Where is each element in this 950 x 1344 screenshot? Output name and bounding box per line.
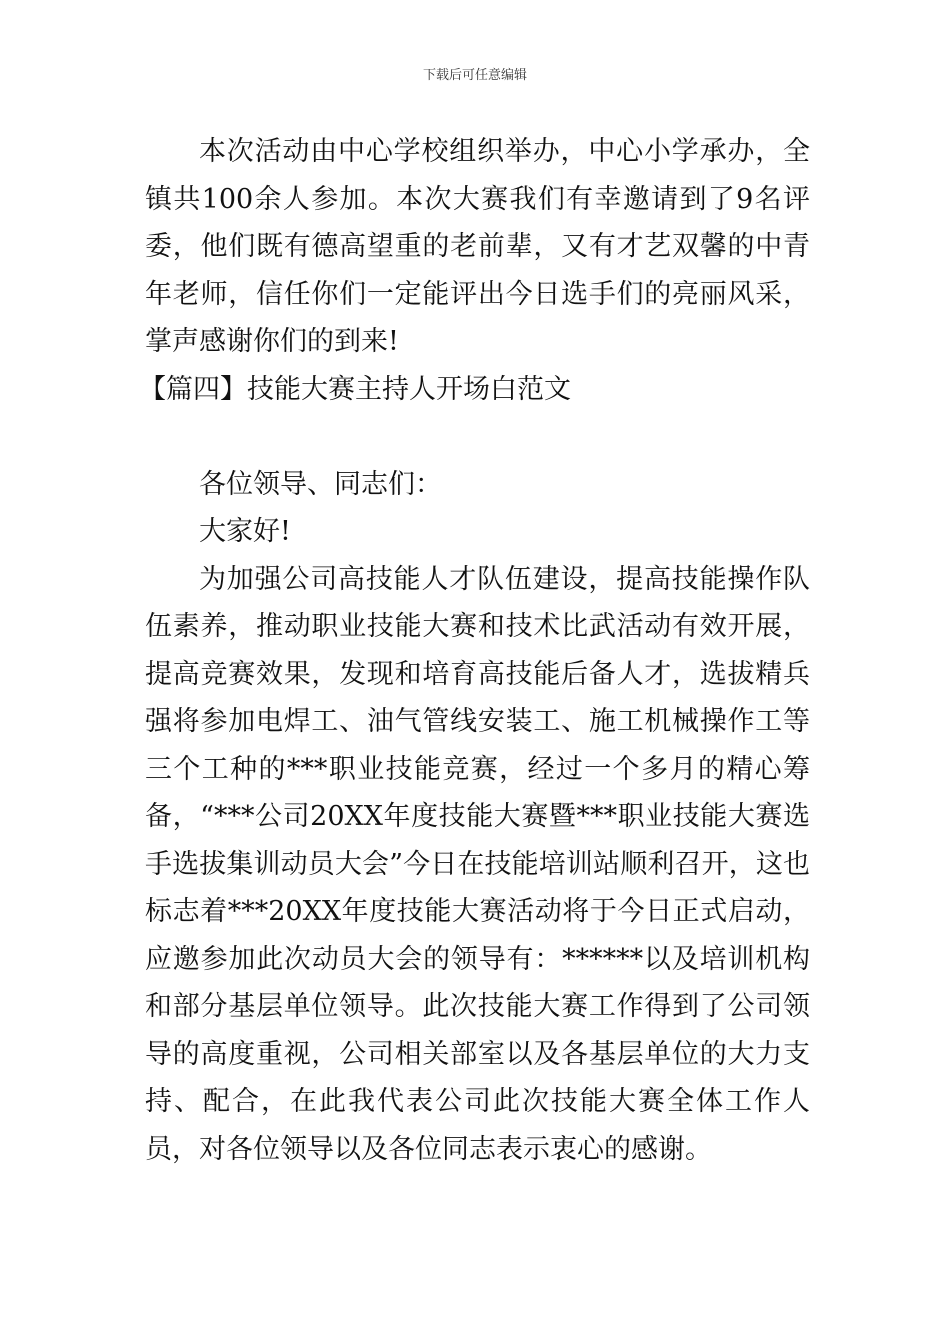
- body-paragraph: 为加强公司高技能人才队伍建设，提高技能操作队伍素养，推动职业技能大赛和技术比武活动有效开展，提高竞赛效果，发现和培育高技能后备人才，选拔精兵强将参加电焊工、油气管线安装工、施工机械操作工等三个工种的***职业技能竞赛，经过一个多月的精心筹备，“***公司20XX年度技能大赛暨***职业技能大赛选手选拔集训动员大会”今日在技能培训站顺利召开，这也标志着***20XX年度技能大赛活动将于今日正式启动，应邀参加此次动员大会的领导有：******以及培训机构和部分基层单位领导。此次技能大赛工作得到了公司领导的高度重视，公司相关部室以及各基层单位的大力支持、配合，在此我代表公司此次技能大赛全体工作人员，对各位领导以及各位同志表示衷心的感谢。: [145, 563, 810, 1165]
- section-heading: 【篇四】技能大赛主持人开场白范文: [139, 373, 571, 405]
- document-body: [139, 128, 810, 1173]
- page-header-note: 下载后可任意编辑: [422, 68, 527, 83]
- salutation: 各位领导、同志们：: [199, 468, 442, 500]
- blank-line: [145, 413, 810, 461]
- intro-paragraph: 本次活动由中心学校组织举办，中心小学承办，全镇共100余人参加。本次大赛我们有幸邀请到了9名评委，他们既有德高望重的老前辈，又有才艺双馨的中青年老师，信任你们一定能评出今日选手们的亮丽风采，掌声感谢你们的到来!: [145, 136, 810, 357]
- greeting: 大家好!: [199, 516, 291, 547]
